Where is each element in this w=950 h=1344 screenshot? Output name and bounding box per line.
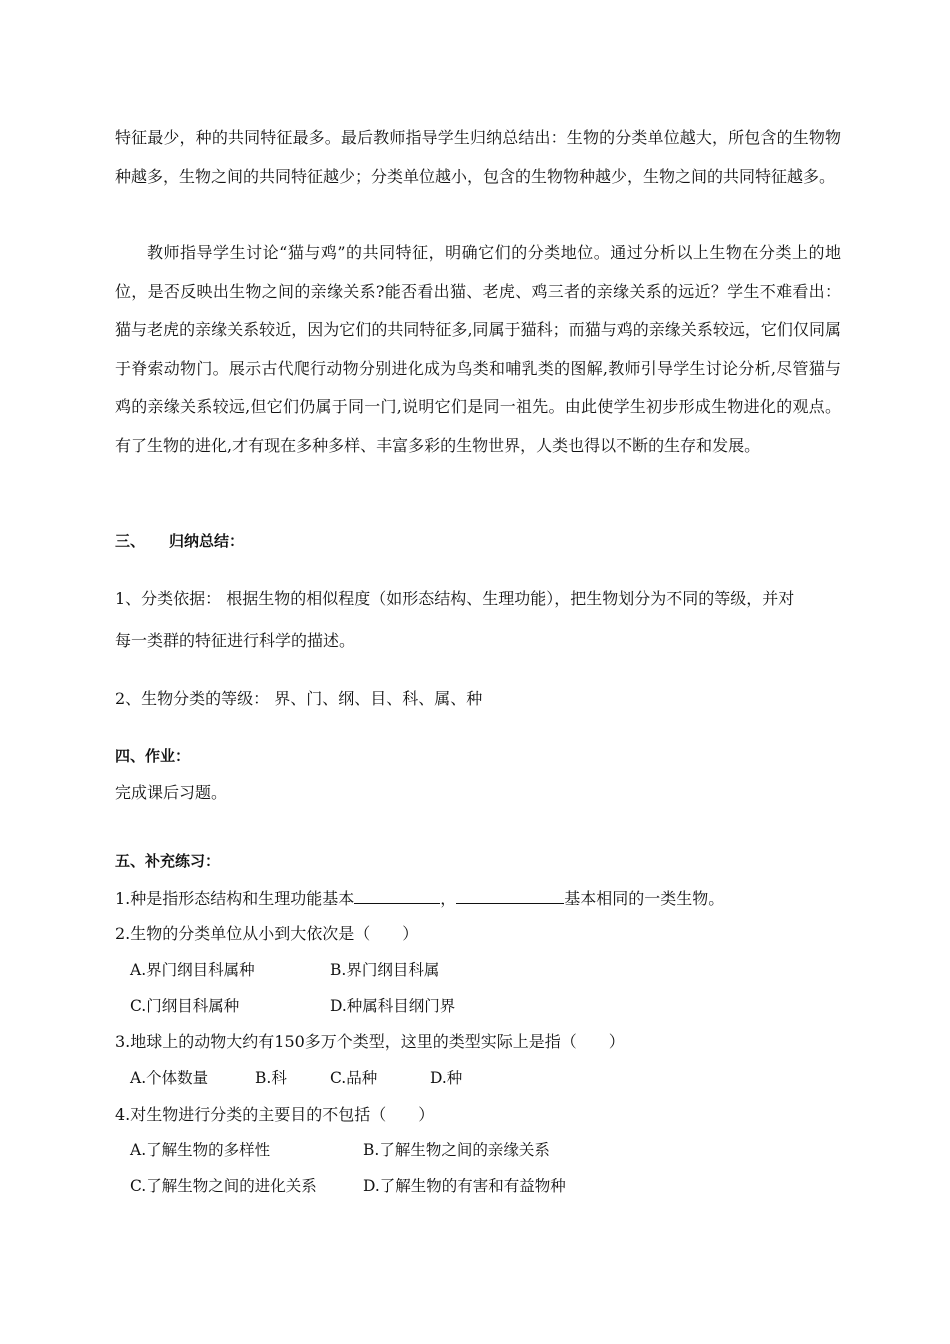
question-2: 2.生物的分类单位从小到大依次是（ ）: [115, 924, 419, 943]
question-3: 3.地球上的动物大约有150多万个类型，这里的类型实际上是指（ ）: [115, 1032, 625, 1051]
question-3-option-b: B.科: [255, 1069, 287, 1087]
question-2-option-a: A.界门纲目科属种: [130, 961, 255, 979]
question-4-option-b: B.了解生物之间的亲缘关系: [363, 1141, 550, 1159]
question-3-option-a: A.个体数量: [130, 1069, 209, 1087]
section-4-heading: 四、作业：: [115, 747, 191, 765]
question-3-option-d: D.种: [430, 1069, 463, 1087]
section-3-heading: [115, 530, 244, 551]
question-4: 4.对生物进行分类的主要目的不包括（ ）: [115, 1105, 435, 1124]
question-2-option-b: B.界门纲目科属: [330, 961, 440, 979]
section-3-number: 三、: [115, 532, 146, 550]
question-4-option-a: A.了解生物的多样性: [130, 1141, 271, 1159]
question-1-text-end: 基本相同的一类生物。: [564, 889, 725, 908]
question-4-option-d: D.了解生物的有害和有益物种: [363, 1177, 566, 1195]
question-2-option-c: C.门纲目科属种: [130, 997, 240, 1015]
section-3-title: 归纳总结：: [169, 532, 245, 550]
question-4-option-c: C.了解生物之间的进化关系: [130, 1177, 317, 1195]
intro-paragraph-1: 特征最少，种的共同特征最多。最后教师指导学生归纳总结出：生物的分类单位越大，所包含的生物物种越多，生物之间的共同特征越少；分类单位越小，包含的生物物种越少，生物之间的共同特征越多。: [115, 128, 841, 186]
answer-blank-2[interactable]: [456, 889, 564, 904]
question-2-option-d: D.种属科目纲门界: [330, 997, 456, 1015]
answer-blank-1[interactable]: [354, 889, 440, 904]
homework-text: 完成课后习题。: [115, 783, 228, 802]
question-3-option-c: C.品种: [330, 1069, 378, 1087]
summary-item-2: 2、生物分类的等级： 界、门、纲、目、科、属、种: [115, 689, 483, 708]
question-1: [115, 886, 724, 909]
summary-item-1-line-1: 1、分类依据： 根据生物的相似程度（如形态结构、生理功能），把生物划分为不同的等级，并对: [115, 589, 795, 608]
summary-item-1-line-2: 每一类群的特征进行科学的描述。: [115, 631, 356, 650]
question-1-comma: ，: [440, 889, 457, 908]
section-5-heading: 五、补充练习：: [115, 852, 221, 870]
intro-paragraph-2: 教师指导学生讨论“猫与鸡”的共同特征，明确它们的分类地位。通过分析以上生物在分类上的地位，是否反映出生物之间的亲缘关系?能否看出猫、老虎、鸡三者的亲缘关系的远近？学生不难看出：猫与老虎的亲缘关系较近，因为它们的共同特征多,同属于猫科；而猫与鸡的亲缘关系较远，它们仅同属于脊索动物门。展示古代爬行动物分别进化成为鸟类和哺乳类的图解,教师引导学生讨论分析,尽管猫与鸡的亲缘关系较远,但它们仍属于同一门,说明它们是同一祖先。由此使学生初步形成生物进化的观点。有了生物的进化,才有现在多种多样、丰富多彩的生物世界，人类也得以不断的生存和发展。: [115, 243, 841, 455]
question-1-text-start: 1.种是指形态结构和生理功能基本: [115, 889, 355, 908]
